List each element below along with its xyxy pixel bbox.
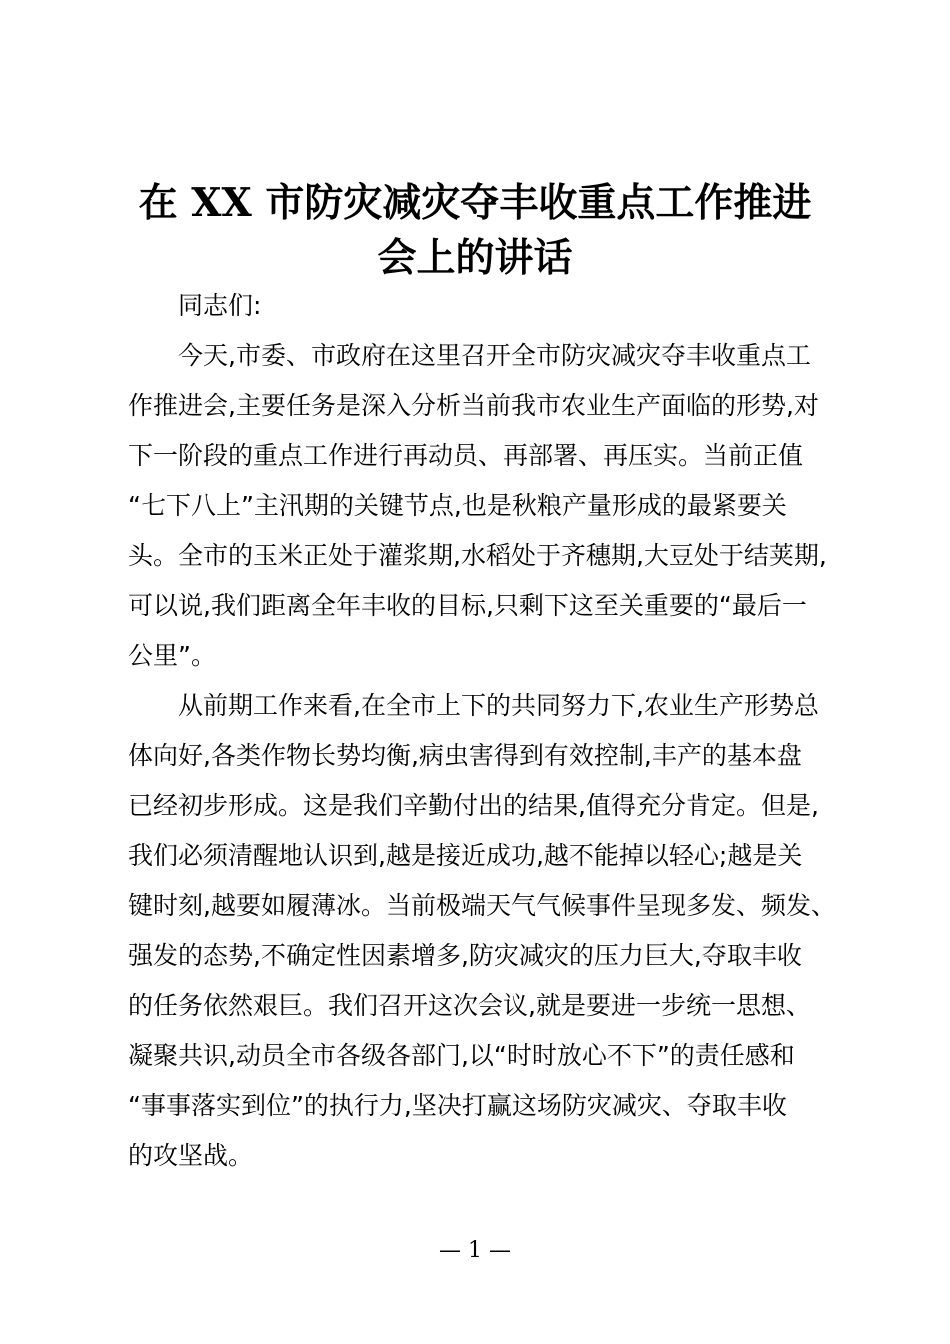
paragraph-line: 的任务依然艰巨。我们召开这次会议,就是要进一步统一思想、 <box>128 991 811 1020</box>
paragraph-1 <box>128 331 840 681</box>
document-title <box>120 176 830 286</box>
salutation <box>128 281 840 331</box>
paragraph-line: 头。全市的玉米正处于灌浆期,水稻处于齐穗期,大豆处于结荚期, <box>128 541 827 570</box>
title-line-2: 会上的讲话 <box>377 235 573 281</box>
paragraph-line: 凝聚共识,动员全市各级各部门,以“时时放心不下”的责任感和 <box>128 1041 795 1070</box>
paragraph-line: “七下八上”主汛期的关键节点,也是秋粮产量形成的最紧要关 <box>128 491 787 520</box>
paragraph-line: 公里”。 <box>128 641 216 670</box>
paragraph-line: 键时刻,越要如履薄冰。当前极端天气气候事件呈现多发、频发、 <box>128 891 836 920</box>
paragraph-line: 可以说,我们距离全年丰收的目标,只剩下这至关重要的“最后一 <box>128 591 807 620</box>
page-number: — 1 — <box>439 1238 511 1263</box>
paragraph-line: 已经初步形成。这是我们辛勤付出的结果,值得充分肯定。但是, <box>128 791 819 820</box>
paragraph-line: “事事落实到位”的执行力,坚决打赢这场防灾减灾、夺取丰收 <box>128 1091 787 1120</box>
paragraph-line: 强发的态势,不确定性因素增多,防灾减灾的压力巨大,夺取丰收 <box>128 941 802 970</box>
paragraph-line: 我们必须清醒地认识到,越是接近成功,越不能掉以轻心;越是关 <box>128 841 803 870</box>
paragraph-line: 作推进会,主要任务是深入分析当前我市农业生产面临的形势,对 <box>128 391 819 420</box>
paragraph-line: 体向好,各类作物长势均衡,病虫害得到有效控制,丰产的基本盘 <box>128 741 802 770</box>
salutation-text: 同志们: <box>178 291 262 320</box>
paragraph-line: 下一阶段的重点工作进行再动员、再部署、再压实。当前正值 <box>128 441 804 470</box>
paragraph-line: 从前期工作来看,在全市上下的共同努力下,农业生产形势总 <box>178 691 819 720</box>
paragraph-line: 今天,市委、市政府在这里召开全市防灾减灾夺丰收重点工 <box>178 341 811 370</box>
title-line-1: 在 XX 市防灾减灾夺丰收重点工作推进 <box>138 180 812 226</box>
paragraph-line: 的攻坚战。 <box>128 1141 254 1170</box>
paragraph-2 <box>128 681 840 1181</box>
document-body <box>128 281 840 1181</box>
